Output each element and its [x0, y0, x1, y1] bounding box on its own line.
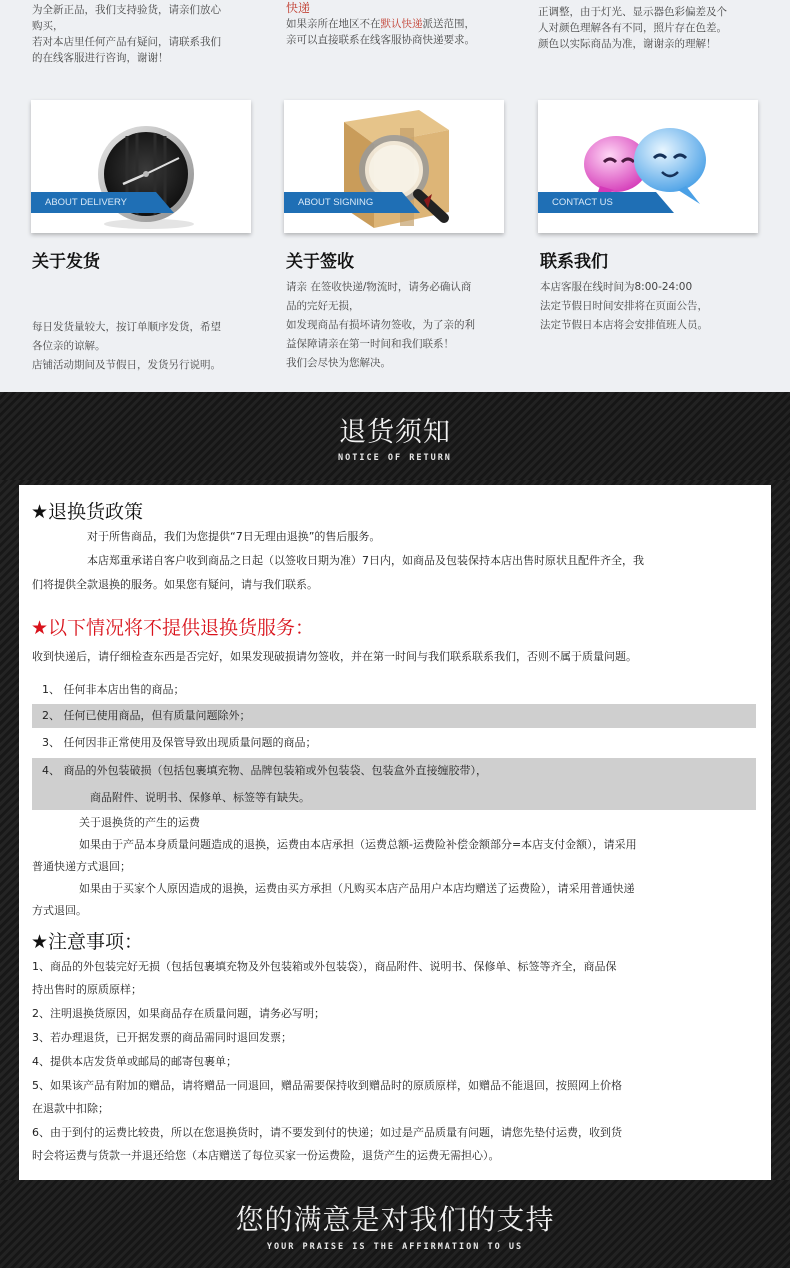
courier-text [286, 0, 516, 48]
notes-line: 3、若办理退货，已开据发票的商品需同时退回发票； [32, 1031, 292, 1044]
notes-line: 5、如果该产品有附加的赠品，请将赠品一同退回，赠品需要保持收到赠品时的原质原样，如赠品不能退回，按照网上价格 [32, 1079, 622, 1092]
notes-line: 2、注明退换货原因，如果商品存在质量问题，请务必写明； [32, 1007, 325, 1020]
shipping-line: 方式退回。 [32, 904, 87, 917]
text-segment: 派送范围， [422, 18, 475, 30]
text-line: 法定节假日时间安排将在页面公告， [540, 300, 708, 312]
shipping-line: 普通快递方式退回； [32, 860, 131, 873]
list-item: 1、 任何非本店出售的商品； [32, 678, 756, 702]
text-line: 若对本店里任何产品有疑问，请联系我们 [32, 36, 221, 48]
shipping-line: 如果由于买家个人原因造成的退换，运费由买方承担（凡购买本店产品用户本店均赠送了运费险），请采用普通快递 [79, 882, 635, 895]
shipping-title: 关于退换货的产生的运费 [79, 816, 200, 829]
signing-card [284, 100, 504, 233]
text-line: 为全新正品，我们支持验货，请亲们放心 [32, 4, 221, 16]
notes-line: 持出售时的原质原样； [32, 983, 142, 996]
list-item-line: 4、 商品的外包装破损（包括包裹填充物、品牌包装箱或外包装袋、包装盒外直接缠胶带）， [42, 764, 487, 777]
delivery-card [31, 100, 251, 233]
return-notice-banner [0, 392, 790, 480]
text-line: 请亲 在签收快递/物流时，请务必确认商 [286, 281, 472, 293]
signing-ribbon: ABOUT SIGNING [284, 192, 402, 213]
no-service-intro: 收到快递后，请仔细检查东西是否完好，如果发现破损请勿签收，并在第一时间与我们联系联系我们，否则不属于质量问题。 [32, 650, 637, 663]
text-line: 益保障请亲在第一时间和我们联系！ [286, 338, 454, 350]
notes-line: 在退款中扣除； [32, 1102, 109, 1115]
contact-ribbon: CONTACT US [538, 192, 656, 213]
service-info-section [0, 0, 790, 392]
notes-line: 6、由于到付的运费比较贵，所以在您退换货时，请不要发到付的快递；如过是产品质量有问题，请您先垫付运费，收到货 [32, 1126, 622, 1139]
text-line: 我们会尽快为您解决。 [286, 357, 391, 369]
contact-heading: 联系我们 [540, 252, 608, 272]
delivery-ribbon: ABOUT DELIVERY [31, 192, 156, 213]
text-line: 颜色以实际商品为准，谢谢亲的理解！ [538, 38, 717, 50]
notes-line: 4、提供本店发货单或邮局的邮寄包裹单； [32, 1055, 237, 1068]
text-line [286, 16, 516, 32]
return-policy-panel [19, 485, 771, 1180]
authenticity-text [32, 2, 257, 66]
notes-line: 1、商品的外包装完好无损（包括包裹填充物及外包装箱或外包装袋），商品附件、说明书、保修单、标签等齐全，商品保 [32, 960, 617, 973]
text-line: 各位亲的谅解。 [32, 340, 106, 352]
no-service-title: ★以下情况将不提供退换货服务： [31, 617, 315, 639]
color-note-text [538, 4, 763, 52]
list-item [32, 758, 756, 810]
delivery-description [32, 318, 257, 375]
text-line: 的在线客服进行咨询，谢谢！ [32, 52, 169, 64]
text-line: 正调整，由于灯光、显示器色彩偏差及个 [538, 6, 727, 18]
default-courier-highlight: 默认快递 [380, 18, 423, 30]
chat-bubbles-icon [538, 100, 758, 233]
text-line: 品的完好无损， [286, 300, 360, 312]
courier-title: 快递 [286, 1, 311, 15]
text-line: 购买， [32, 20, 64, 32]
banner-subtitle: NOTICE OF RETURN [338, 453, 452, 463]
text-line: 本店客服在线时间为8:00-24:00 [540, 281, 693, 293]
contact-description [540, 278, 770, 335]
text-line: 如发现商品有损坏请勿签收，为了亲的利 [286, 319, 475, 331]
shipping-line: 如果由于产品本身质量问题造成的退换，运费由本店承担（运费总额-运费险补偿金额部分=本店支付金额），请采用 [79, 838, 637, 851]
text-segment: 如果亲所在地区不在 [286, 18, 381, 30]
banner-subtitle: YOUR PRAISE IS THE AFFIRMATION TO US [266, 1242, 524, 1252]
text-line: 人对颜色理解各有不同，照片存在色差。 [538, 22, 727, 34]
return-policy-section [0, 480, 790, 1180]
policy-line: 对于所售商品，我们为您提供“7日无理由退换”的售后服务。 [87, 530, 381, 543]
list-item: 3、 任何因非正常使用及保管导致出现质量问题的商品； [32, 731, 756, 755]
delivery-heading: 关于发货 [32, 252, 100, 272]
banner-title: 退货须知 [339, 417, 451, 448]
policy-line: 本店郑重承诺自客户收到商品之日起（以签收日期为准）7日内，如商品及包装保持本店出售时原状且配件齐全，我 [87, 554, 644, 567]
text-line: 亲可以直接联系在线客服协商快递要求。 [286, 34, 475, 46]
signing-description [286, 278, 511, 373]
clock-icon [31, 100, 251, 233]
text-line: 店铺活动期间及节假日，发货另行说明。 [32, 359, 221, 371]
package-magnifier-icon [284, 100, 504, 233]
text-line: 法定节假日本店将会安排值班人员。 [540, 319, 708, 331]
notes-line: 时会将运费与货款一并退还给您（本店赠送了每位买家一份运费险，退货产生的运费无需担心）。 [32, 1149, 500, 1162]
list-item: 2、 任何已使用商品，但有质量问题除外； [32, 704, 756, 728]
notes-title: ★注意事项： [31, 931, 144, 953]
policy-line: 们将提供全款退换的服务。如果您有疑问，请与我们联系。 [32, 578, 318, 591]
text-line: 每日发货量较大，按订单顺序发货，希望 [32, 321, 221, 333]
satisfaction-banner [0, 1180, 790, 1268]
policy-title: ★退换货政策 [31, 501, 144, 523]
banner-title: 您的满意是对我们的支持 [235, 1203, 555, 1236]
contact-card [538, 100, 758, 233]
signing-heading: 关于签收 [286, 252, 354, 272]
list-item-line: 商品附件、说明书、保修单、标签等有缺失。 [90, 791, 310, 804]
